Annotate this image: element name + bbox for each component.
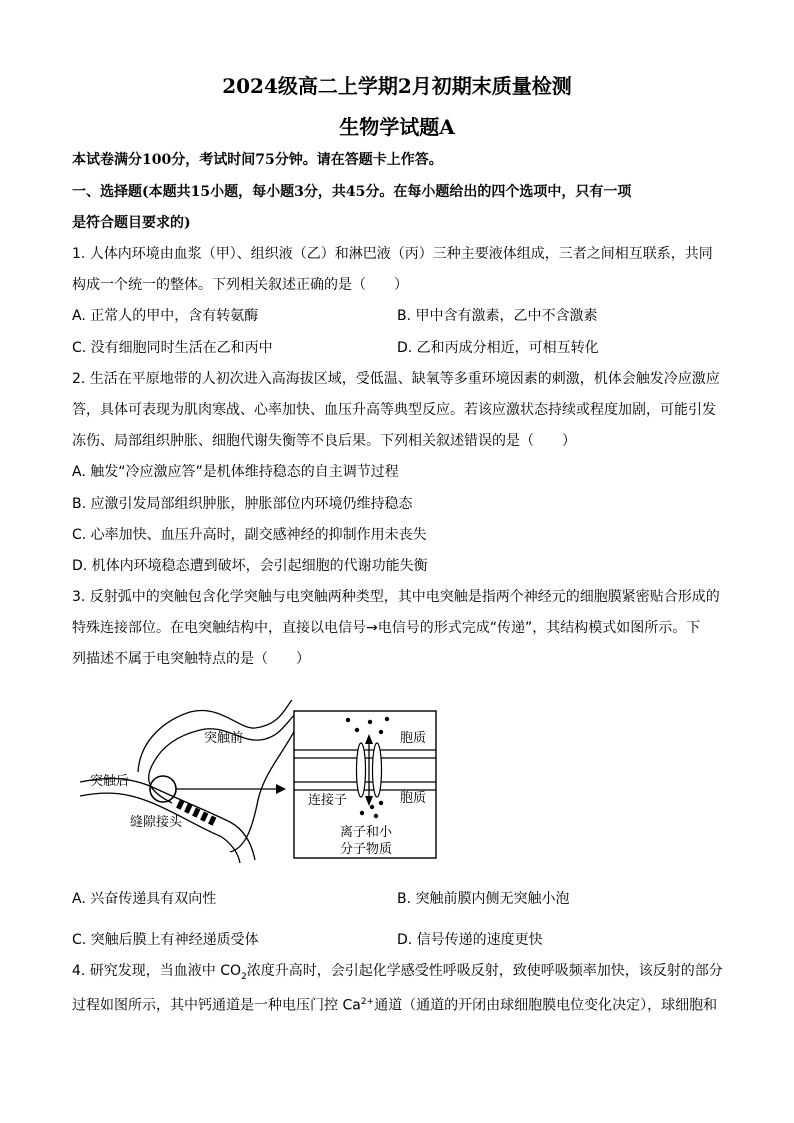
label-connexon: 连接子 — [308, 793, 348, 808]
exam-subtitle: 生物学试题A — [339, 115, 455, 139]
q4-line1-part-b: 浓度升高时，会引起化学感受性呼吸反射，致使呼吸频率加快，该反射的部分 — [246, 963, 723, 979]
label-cytoplasm-top: 胞质 — [400, 731, 427, 746]
q4-stem-line2 — [72, 992, 717, 1016]
q3-stem-line1: 3. 反射弧中的突触包含化学突触与电突触两种类型，其中电突触是指两个神经元的细胞膜紧密贴合形成的 — [72, 589, 720, 605]
q1-stem-line2: 构成一个统一的整体。下列相关叙述正确的是（ ） — [72, 277, 408, 293]
q4-stem-line1 — [72, 961, 723, 987]
q1-option-d: D. 乙和丙成分相近，可相互转化 — [397, 340, 599, 356]
section-heading-line2: 是符合题目要求的) — [72, 215, 191, 231]
q2-option-b: B. 应激引发局部组织肿胀，肿胀部位内环境仍维持稳态 — [72, 496, 413, 512]
q2-stem-line3: 冻伤、局部组织肿胀、细胞代谢失衡等不良后果。下列相关叙述错误的是（ ） — [72, 433, 576, 449]
q2-stem-line2: 答，具体可表现为肌肉寒战、心率加快、血压升高等典型反应。若该应激状态持续或程度加剧，可能引发 — [72, 402, 716, 418]
label-ions-line2: 分子物质 — [340, 842, 393, 857]
q3-option-b: B. 突触前膜内侧无突触小泡 — [397, 891, 570, 907]
connexon-right — [373, 743, 382, 797]
q2-option-a: A. 触发“冷应激应答”是机体维持稳态的自主调节过程 — [72, 464, 399, 480]
q2-option-c: C. 心率加快、血压升高时，副交感神经的抑制作用未丧失 — [72, 527, 427, 543]
exam-title: 2024级高二上学期2月初期末质量检测 — [222, 74, 572, 98]
q3-option-c: C. 突触后膜上有神经递质受体 — [72, 932, 259, 948]
q3-option-d: D. 信号传递的速度更快 — [397, 932, 543, 948]
label-postsynaptic: 突触后 — [90, 774, 130, 789]
q4-line2-part-b: 通道（通道的开闭由球细胞膜电位变化决定），球细胞和 — [374, 997, 718, 1014]
connexon-left — [357, 743, 366, 797]
q4-line2-superscript: 2+ — [360, 997, 375, 1007]
q3-stem-line3: 列描述不属于电突触特点的是（ ） — [72, 651, 310, 667]
electrical-synapse-figure — [80, 700, 450, 865]
label-ions-line1: 离子和小 — [340, 825, 393, 840]
label-cytoplasm-bottom: 胞质 — [400, 791, 427, 806]
q3-stem-line2: 特殊连接部位。在电突触结构中，直接以电信号→电信号的形式完成“传递”，其结构模式如图所示。下 — [72, 620, 701, 636]
q1-stem-line1: 1. 人体内环境由血浆（甲）、组织液（乙）和淋巴液（丙）三种主要液体组成，三者之间相互联系，共同 — [72, 246, 713, 262]
q1-option-a: A. 正常人的甲中，含有转氨酶 — [72, 308, 259, 324]
q2-stem-line1: 2. 生活在平原地带的人初次进入高海拔区域，受低温、缺氧等多重环境因素的刺激，机体会触发冷应激应 — [72, 371, 720, 387]
q1-option-b: B. 甲中含有激素，乙中不含激素 — [397, 308, 598, 324]
exam-intro: 本试卷满分100分，考试时间75分钟。请在答题卡上作答。 — [72, 152, 443, 168]
label-gap-junction: 缝隙接头 — [130, 815, 183, 830]
q1-option-c: C. 没有细胞同时生活在乙和丙中 — [72, 340, 273, 356]
magnify-arrow-head — [276, 784, 286, 794]
q4-line2-part-a: 过程如图所示，其中钙通道是一种电压门控 Ca — [72, 997, 361, 1014]
q4-line1-subscript: 2 — [241, 971, 247, 982]
section-heading-line1: 一、选择题(本题共15小题，每小题3分，共45分。在每小题给出的四个选项中，只有一项 — [72, 184, 632, 200]
q3-option-a: A. 兴奋传递具有双向性 — [72, 891, 217, 907]
q2-option-d: D. 机体内环境稳态遭到破坏，会引起细胞的代谢功能失衡 — [72, 558, 428, 574]
label-presynaptic: 突触前 — [204, 731, 244, 746]
q4-line1-part-a: 4. 研究发现，当血液中 CO — [72, 963, 242, 979]
